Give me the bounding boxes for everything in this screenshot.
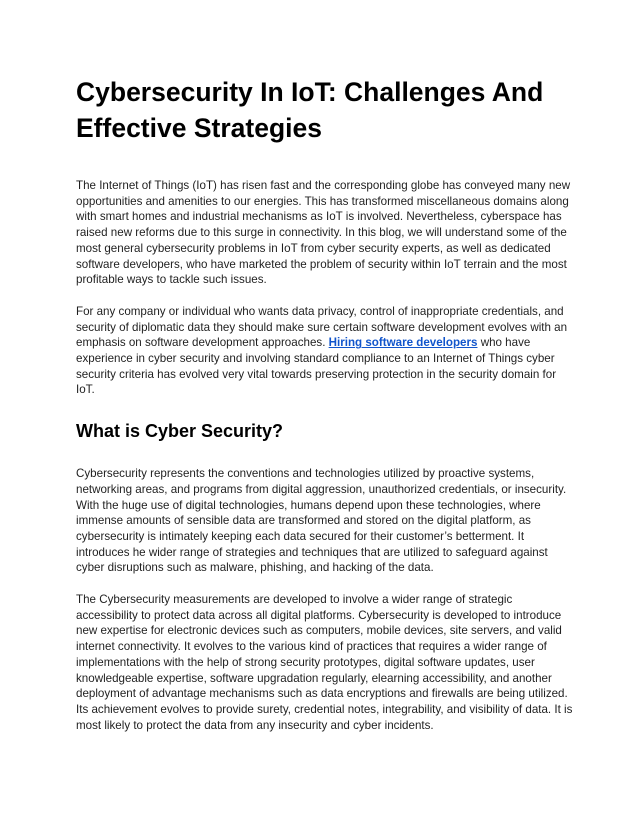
section-paragraph-1: Cybersecurity represents the conventions and technologies utilized by proactive systems, networking areas, and programs from digital aggression, unauthorized credentials, or insecurity. With the huge use of digital technologies, humans depend upon these technologies, where immense amounts of sensible data are transformed and stored on the digital platform, as cybersecurity is intimately keeping each data secured for their customer’s betterment. It introduces he wider range of strategies and techniques that are utilized to safeguard against cyber disruptions such as malware, phishing, and hacking of the data. [76,467,567,575]
section-heading: What is Cyber Security? [76,421,284,442]
second-paragraph [76,304,574,398]
second-paragraph-after-link: who have experience in cyber security and involving standard compliance to an Internet of Things cyber security criteria has evolved very vital towards preserving protection in the security domain for IoT. [76,336,557,397]
hiring-software-developers-link[interactable]: Hiring software developers [328,336,478,350]
section-paragraph-2: The Cybersecurity measurements are developed to involve a wider range of strategic accessibility to protect data across all digital platforms. Cybersecurity is developed to introduce new expertise for electronic devices such as computers, mobile devices, site servers, and valid internet connectivity. It evolves to the various kind of practices that requires a wider range of implementations with the help of strong security prototypes, digital software updates, user knowledgeable expertise, software upgradation regularly, elearning accessibility, and another deployment of advantage mechanisms such as data encryptions and firewalls are being utilized. Its achievement evolves to provide surety, credential notes, integrability, and visibility of data. It is most likely to protect the data from any insecurity and cyber incidents. [76,593,573,732]
second-paragraph-before-link: For any company or individual who wants data privacy, control of inappropriate credentials, and security of diplomatic data they should make sure certain software development evolves with an emphasis on software development approaches. [76,304,568,350]
page-title: Cybersecurity In IoT: Challenges And Effective Strategies [76,77,544,143]
spacer [76,146,574,178]
intro-paragraph: The Internet of Things (IoT) has risen fast and the corresponding globe has conveyed many new opportunities and amenities to our energies. This has transformed miscellaneous domains along with smart homes and industrial mechanisms as IoT is involved. Nevertheless, cyberspace has raised new reforms due to this surge in connectivity. In this blog, we will understand some of the most general cybersecurity problems in IoT from cyber security experts, as well as dedicated software developers, who have marketed the problem of security within IoT terrain and the most profitable ways to tackle such issues. [76,179,571,287]
